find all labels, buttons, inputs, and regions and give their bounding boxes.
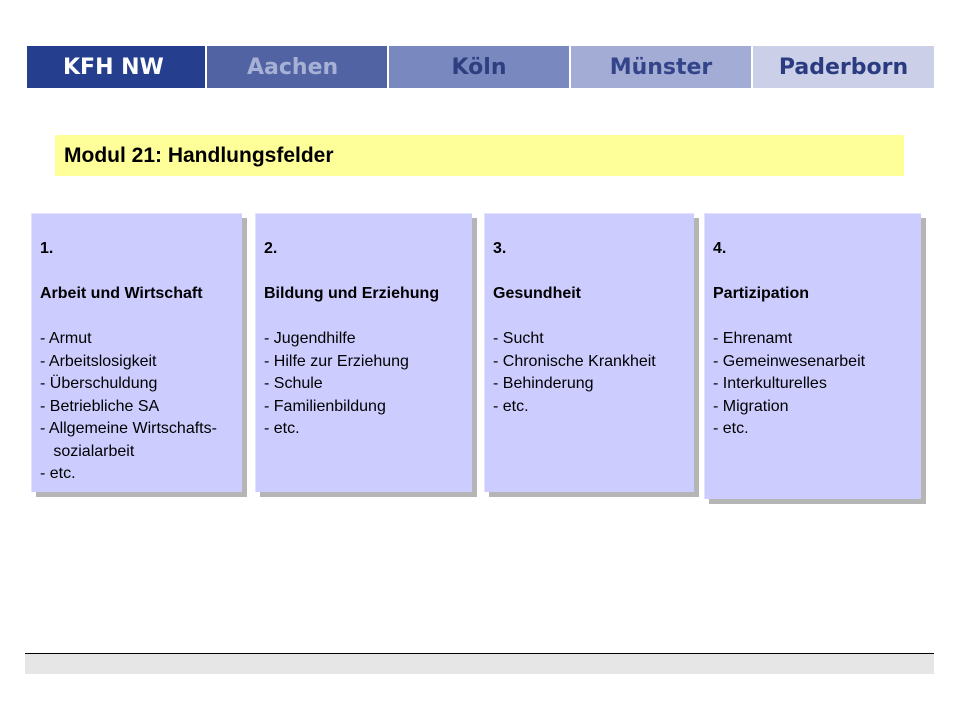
list-item: - Familienbildung bbox=[264, 397, 386, 415]
list-item: - etc. bbox=[493, 397, 529, 415]
card-item-list bbox=[713, 328, 921, 441]
list-item: - etc. bbox=[713, 420, 749, 437]
list-item: - Ehrenamt bbox=[713, 330, 793, 347]
card-item-list bbox=[40, 328, 242, 486]
list-item: - Hilfe zur Erziehung bbox=[264, 352, 409, 370]
list-item: - Allgemeine Wirtschafts- bbox=[40, 420, 217, 437]
tab-paderborn[interactable]: Paderborn bbox=[753, 46, 934, 88]
card-number: 3. bbox=[493, 240, 507, 257]
site-header-nav bbox=[27, 46, 934, 88]
card-item-list bbox=[264, 328, 472, 441]
list-item: - Interkulturelles bbox=[713, 375, 827, 392]
field-card-3 bbox=[484, 213, 694, 492]
field-card-4 bbox=[704, 213, 921, 499]
list-item: - Jugendhilfe bbox=[264, 330, 356, 347]
footer-bar bbox=[25, 654, 934, 674]
card-number: 1. bbox=[40, 240, 54, 257]
card-heading: Bildung und Erziehung bbox=[264, 285, 440, 302]
list-item: - Behinderung bbox=[493, 375, 594, 392]
list-item: sozialarbeit bbox=[40, 442, 135, 460]
list-item: - Überschuldung bbox=[40, 375, 158, 392]
field-card-1 bbox=[31, 213, 242, 492]
tab-kfh-nw[interactable]: KFH NW bbox=[27, 46, 207, 88]
list-item: - Sucht bbox=[493, 330, 544, 347]
card-heading: Arbeit und Wirtschaft bbox=[40, 285, 203, 302]
card-heading: Partizipation bbox=[713, 285, 810, 302]
list-item: - Arbeitslosigkeit bbox=[40, 352, 157, 370]
list-item: - Betriebliche SA bbox=[40, 397, 160, 415]
list-item: - Chronische Krankheit bbox=[493, 352, 656, 370]
list-item: - Gemeinwesenarbeit bbox=[713, 352, 866, 370]
list-item: - Schule bbox=[264, 375, 323, 392]
card-item-list bbox=[493, 328, 694, 418]
card-heading: Gesundheit bbox=[493, 285, 582, 302]
tab-muenster[interactable]: Münster bbox=[571, 46, 753, 88]
field-card-2 bbox=[255, 213, 472, 492]
card-number: 4. bbox=[713, 240, 727, 257]
tab-aachen[interactable]: Aachen bbox=[207, 46, 389, 88]
card-number: 2. bbox=[264, 240, 278, 257]
list-item: - etc. bbox=[40, 465, 76, 482]
tab-koeln[interactable]: Köln bbox=[389, 46, 571, 88]
module-title: Modul 21: Handlungsfelder bbox=[55, 135, 904, 176]
list-item: - Armut bbox=[40, 330, 92, 347]
list-item: - Migration bbox=[713, 397, 789, 415]
list-item: - etc. bbox=[264, 420, 300, 437]
